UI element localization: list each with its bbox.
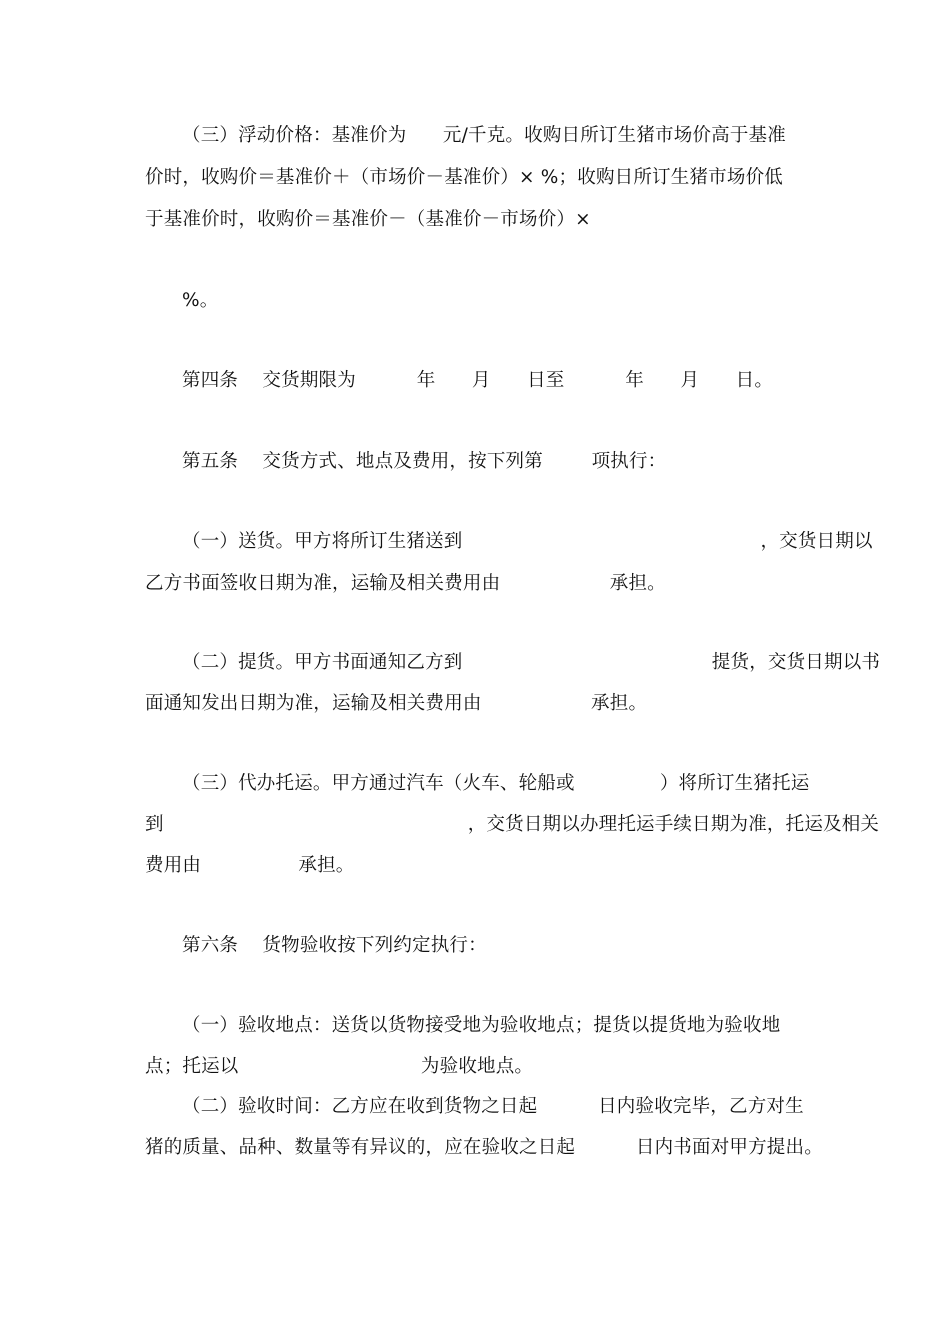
clause-3-floating-price-line-2: 价时，收购价＝基准价＋（市场价－基准价）× %；收购日所订生猪市场价低 — [145, 167, 783, 188]
clause-3-floating-price-line-1: （三）浮动价格：基准价为 元/千克。收购日所订生猪市场价高于基准 — [182, 125, 786, 146]
article-5-item-1-line-1: （一）送货。甲方将所订生猪送到 ，交货日期以 — [182, 531, 873, 552]
clause-3-floating-price-line-4: %。 — [182, 290, 219, 311]
article-6-heading: 第六条 货物验收按下列约定执行： — [182, 935, 487, 956]
article-6-item-2-line-1: （二）验收时间：乙方应在收到货物之日起 日内验收完毕，乙方对生 — [182, 1096, 804, 1117]
article-4-delivery-period: 第四条 交货期限为 年 月 日至 年 月 日。 — [182, 370, 774, 391]
article-6-item-2-line-2: 猪的质量、品种、数量等有异议的，应在验收之日起 日内书面对甲方提出。 — [145, 1137, 823, 1158]
article-5-item-2-line-2: 面通知发出日期为准，运输及相关费用由 承担。 — [145, 693, 648, 714]
article-5-item-3-line-2: 到 ，交货日期以办理托运手续日期为准，托运及相关 — [145, 814, 880, 835]
article-6-item-1-line-1: （一）验收地点：送货以货物接受地为验收地点；提货以提货地为验收地 — [182, 1015, 781, 1036]
clause-3-floating-price-line-3: 于基准价时，收购价＝基准价－（基准价－市场价）× — [145, 209, 591, 230]
article-5-item-2-line-1: （二）提货。甲方书面通知乙方到 提货，交货日期以书 — [182, 652, 881, 673]
article-5-heading: 第五条 交货方式、地点及费用，按下列第 项执行： — [182, 451, 667, 472]
article-5-item-1-line-2: 乙方书面签收日期为准，运输及相关费用由 承担。 — [145, 573, 666, 594]
article-5-item-3-line-1: （三）代办托运。甲方通过汽车（火车、轮船或 ）将所订生猪托运 — [182, 773, 810, 794]
article-6-item-1-line-2: 点；托运以 为验收地点。 — [145, 1056, 534, 1077]
article-5-item-3-line-3: 费用由 承担。 — [145, 855, 355, 876]
